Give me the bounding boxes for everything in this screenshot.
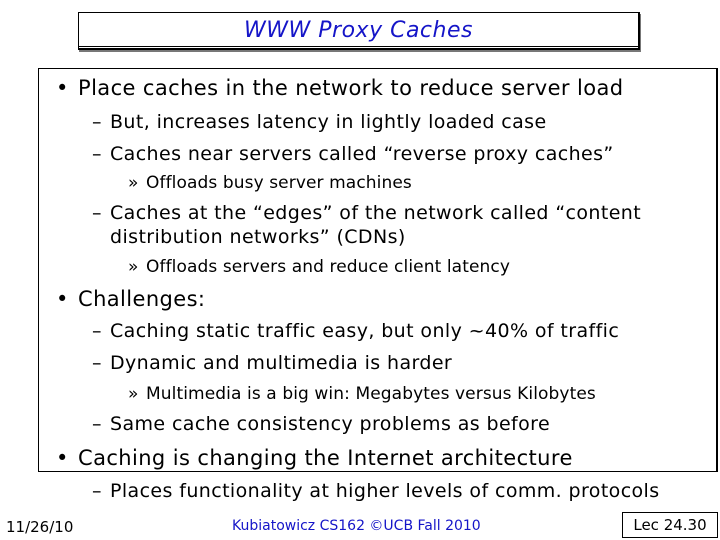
dash-marker: – [92,480,102,502]
bullet-line: Challenges: [78,287,206,311]
dash-marker: – [92,143,102,165]
slide-title: WWW Proxy Caches [244,18,473,43]
sub-bullet-line: Caches at the “edges” of the network called “content [110,202,642,224]
footer-date: 11/26/10 [6,518,74,536]
sub-bullet-line-continued: distribution networks” (CDNs) [110,226,406,248]
dash-marker: – [92,352,102,374]
footer-course: Kubiatowicz CS162 ©UCB Fall 2010 [232,518,481,534]
footer-page-number: Lec 24.30 [622,512,718,538]
sub-marker: » [128,257,139,277]
dash-marker: – [92,413,102,435]
dash-marker: – [92,111,102,133]
sub-bullet-line: Caching static traffic easy, but only ~40% of traffic [110,320,620,342]
bullet-marker: • [56,76,69,100]
sub-bullet-line: Same cache consistency problems as before [110,413,551,435]
sub-sub-bullet-line: Multimedia is a big win: Megabytes versus Kilobytes [146,384,596,404]
title-underline [79,46,638,47]
bullet-line: Caching is changing the Internet architecture [78,446,573,470]
sub-marker: » [128,173,139,193]
dash-marker: – [92,320,102,342]
sub-marker: » [128,384,139,404]
bullet-marker: • [56,287,69,311]
sub-sub-bullet-line: Offloads servers and reduce client latency [146,257,510,277]
bullet-line: Place caches in the network to reduce server load [78,76,624,100]
dash-marker: – [92,202,102,224]
sub-bullet-line: Places functionality at higher levels of comm. protocols [110,480,660,502]
sub-bullet-line: Dynamic and multimedia is harder [110,352,453,374]
sub-bullet-line: But, increases latency in lightly loaded case [110,111,547,133]
bullet-marker: • [56,446,69,470]
sub-sub-bullet-line: Offloads busy server machines [146,173,412,193]
title-box [78,12,640,50]
sub-bullet-line: Caches near servers called “reverse proxy caches” [110,143,614,165]
